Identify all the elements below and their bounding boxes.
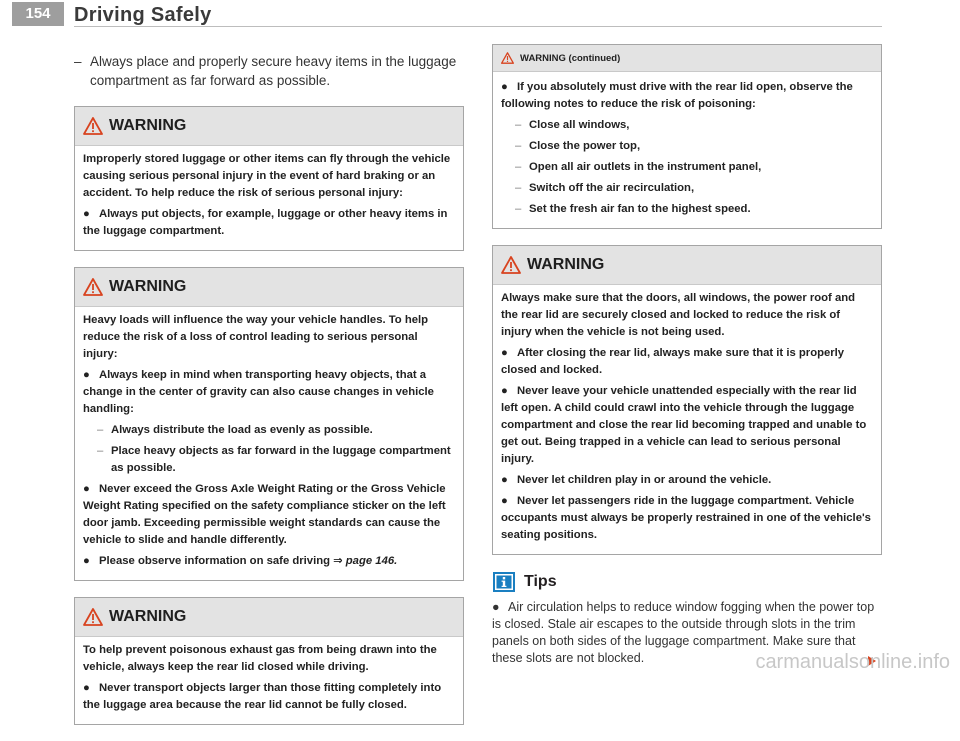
warning-title: WARNING <box>527 256 605 273</box>
warning-body <box>75 307 463 580</box>
warning-triangle-icon <box>501 256 521 274</box>
tips-header <box>492 571 882 593</box>
warning-header <box>493 45 881 72</box>
warning-body <box>493 285 881 554</box>
bullet-dot: ● <box>492 600 500 614</box>
bullet-dot: ● <box>501 385 508 397</box>
tips-body: ● Air circulation helps to reduce window fogging when the power top is closed. Stale air escapes to the outside through slots in the trim panels on both sides of the luggage compartment. Make sure that these slots are not blocked. <box>492 599 882 667</box>
intro-instruction <box>74 52 464 90</box>
bullet-dot: ● <box>83 555 90 567</box>
dash-marker: – <box>515 161 522 173</box>
bullet-dot: ● <box>501 495 508 507</box>
section-title: Driving Safely <box>74 4 212 26</box>
warning-triangle-icon <box>83 117 103 135</box>
dash-marker: – <box>515 140 522 152</box>
bullet-dot: ● <box>83 483 90 495</box>
warning-header <box>493 246 881 285</box>
warning-dash-item: – Set the fresh air fan to the highest speed. <box>515 201 873 218</box>
dash-marker: – <box>515 119 522 131</box>
warning-title: WARNING <box>109 608 187 625</box>
warning-triangle-icon <box>83 278 103 296</box>
warning-body <box>493 72 881 228</box>
warning-bullet: ● Never leave your vehicle unattended especially with the rear lid left open. A child could crawl into the vehicle through the luggage compartment and close the rear lid becoming trapped and unable to get out. Being trapped in a vehicle can lead to serious personal injury. <box>501 385 867 465</box>
warning-dash-item: – Place heavy objects as far forward in the luggage compartment as possible. <box>97 445 451 474</box>
warning-title: WARNING (continued) <box>520 52 621 64</box>
warning-box-luggage <box>74 106 464 251</box>
warning-bullet: ● Never let children play in or around the vehicle. <box>501 472 873 489</box>
warning-bullet: ● After closing the rear lid, always make sure that it is properly closed and locked. <box>501 347 845 376</box>
bullet-dot: ● <box>501 474 508 486</box>
warning-bullet: ● Always put objects, for example, luggage or other heavy items in the luggage compartment. <box>83 208 448 237</box>
dash-marker: – <box>97 424 104 436</box>
warning-dash-item: – Close all windows, <box>515 117 873 134</box>
warning-paragraph: Improperly stored luggage or other items can fly through the vehicle causing serious personal injury in the event of hard braking or an accident. To help reduce the risk of serious personal injury: <box>83 153 451 199</box>
warning-bullet: ● Always keep in mind when transporting heavy objects, that a change in the center of gravity can also cause changes in vehicle handling: <box>83 369 434 415</box>
warning-bullet: ● Never transport objects larger than those fitting completely into the luggage area because the rear lid cannot be fully closed. <box>83 682 442 711</box>
page-reference-link[interactable]: page 146. <box>345 555 398 567</box>
warning-title: WARNING <box>109 117 187 134</box>
bullet-dot: ● <box>501 81 508 93</box>
warning-triangle-icon <box>83 608 103 626</box>
warning-title: WARNING <box>109 278 187 295</box>
warning-box-continued <box>492 44 882 229</box>
watermark: carmanualsonline.info <box>755 651 950 673</box>
warning-body <box>75 146 463 250</box>
bullet-dot: ● <box>501 347 508 359</box>
warning-box-exhaust <box>74 597 464 725</box>
page-header <box>0 0 960 28</box>
dash-marker: – <box>515 203 522 215</box>
header-divider <box>74 26 882 27</box>
warning-box-heavy-loads <box>74 267 464 581</box>
warning-bullet: ● Never exceed the Gross Axle Weight Rating or the Gross Vehicle Weight Rating specified on the safety compliance sticker on the left door jamb. Exceeding permissible weight standards can cause the vehicle to slide and handle differently. <box>83 483 446 546</box>
warning-header <box>75 107 463 146</box>
warning-box-doors-locked <box>492 245 882 555</box>
dash-marker: – <box>515 182 522 194</box>
info-icon <box>492 571 516 593</box>
page-number: 154 <box>12 2 64 26</box>
dash-marker: – <box>97 445 104 457</box>
warning-dash-item: – Close the power top, <box>515 138 873 155</box>
warning-bullet: ● If you absolutely must drive with the rear lid open, observe the following notes to reduce the risk of poisoning: <box>501 81 853 110</box>
left-column <box>74 44 464 741</box>
warning-dash-item: – Always distribute the load as evenly as possible. <box>97 422 455 439</box>
tips-title: Tips <box>524 573 557 590</box>
warning-dash-item: – Open all air outlets in the instrument panel, <box>515 159 873 176</box>
intro-text: Always place and properly secure heavy items in the luggage compartment as far forward as possible. <box>90 54 457 88</box>
bullet-dot: ● <box>83 682 90 694</box>
warning-header <box>75 268 463 307</box>
cross-reference-arrow: ⇒ <box>333 555 343 567</box>
warning-bullet: ● Please observe information on safe driving ⇒ page 146. <box>83 553 455 570</box>
bullet-dot: ● <box>83 369 90 381</box>
warning-paragraph: To help prevent poisonous exhaust gas from being drawn into the vehicle, always keep the rear lid closed while driving. <box>83 644 437 673</box>
warning-dash-item: – Switch off the air recirculation, <box>515 180 873 197</box>
warning-paragraph: Always make sure that the doors, all windows, the power roof and the rear lid are securely closed and locked to reduce the risk of injury when the vehicle is not being used. <box>501 292 856 338</box>
dash-marker: – <box>74 54 82 69</box>
warning-body <box>75 637 463 724</box>
right-column <box>492 44 882 667</box>
warning-bullet: ● Never let passengers ride in the luggage compartment. Vehicle occupants must always be properly restrained in one of the vehicle's seating positions. <box>501 495 871 541</box>
bullet-dot: ● <box>83 208 90 220</box>
warning-paragraph: Heavy loads will influence the way your vehicle handles. To help reduce the risk of a loss of control leading to serious personal injury: <box>83 314 429 360</box>
warning-header <box>75 598 463 637</box>
warning-triangle-icon <box>501 52 514 64</box>
